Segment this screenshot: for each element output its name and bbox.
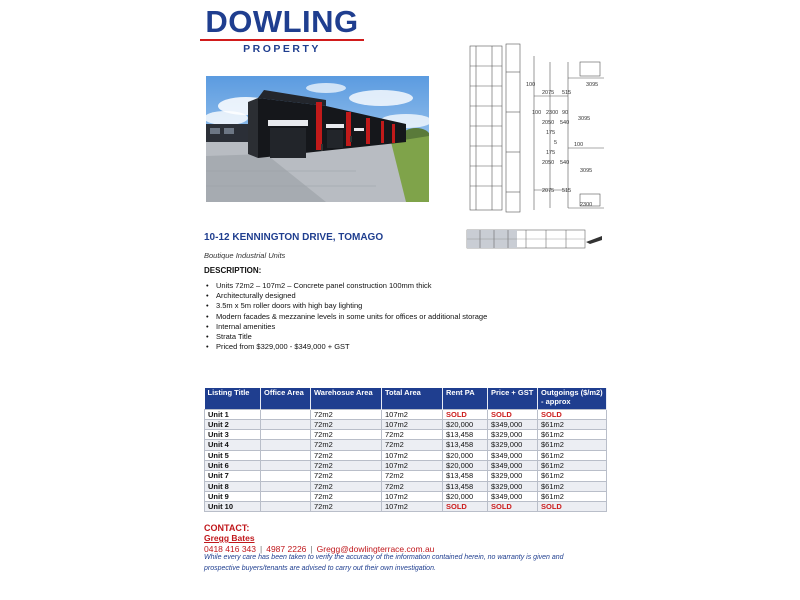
table-cell: $61m2 — [538, 460, 607, 470]
separator: | — [310, 544, 313, 554]
property-subtitle: Boutique Industrial Units — [204, 251, 286, 260]
list-item: • Architecturally designed — [206, 291, 296, 301]
table-row — [205, 419, 607, 429]
plan-label: 2050 — [542, 160, 555, 166]
table-cell: 72m2 — [311, 450, 382, 460]
plan-label: 100 — [574, 142, 584, 148]
list-item: • Priced from $329,000 - $349,000 + GST — [206, 342, 350, 352]
list-item-text: 3.5m x 5m roller doors with high bay lighting — [216, 301, 363, 311]
column-header: Office Area — [261, 388, 311, 409]
table-row — [205, 481, 607, 491]
table-cell: 72m2 — [382, 440, 443, 450]
unit-name-cell: Unit 1 — [205, 409, 261, 419]
unit-name-cell: Unit 6 — [205, 460, 261, 470]
plan-label: 2075 — [542, 90, 555, 96]
contact-phone-office[interactable]: 4987 2226 — [266, 544, 307, 554]
list-item: • Strata Title — [206, 332, 252, 342]
unit-name-cell: Unit 10 — [205, 502, 261, 512]
table-row — [205, 440, 607, 450]
table-cell: $61m2 — [538, 430, 607, 440]
description-heading: DESCRIPTION: — [204, 266, 262, 275]
table-cell: 107m2 — [382, 502, 443, 512]
description-list — [206, 281, 487, 352]
list-item: • Internal amenities — [206, 321, 276, 331]
logo-rule — [200, 39, 364, 41]
plan-label: 3095 — [586, 82, 599, 88]
plan-label: 3095 — [578, 116, 591, 122]
table-cell: 107m2 — [382, 460, 443, 470]
unit-name-cell: Unit 2 — [205, 419, 261, 429]
separator: | — [260, 544, 263, 554]
plan-label: 175 — [546, 150, 556, 156]
list-item-text: Architecturally designed — [216, 291, 296, 301]
table-cell: $349,000 — [488, 419, 538, 429]
list-item-text: Internal amenities — [216, 321, 276, 331]
column-header: Price + GST — [488, 388, 538, 409]
list-item: • Modern facades & mezzanine levels in some units for offices or additional storage — [206, 311, 488, 321]
plan-label: 540 — [560, 160, 570, 166]
table-header-row — [205, 388, 607, 409]
elevation-drawing — [466, 228, 603, 252]
unit-name-cell: Unit 7 — [205, 471, 261, 481]
table-cell — [261, 419, 311, 429]
table-cell: $61m2 — [538, 440, 607, 450]
plan-label: 2300 — [546, 110, 559, 116]
table-cell — [261, 409, 311, 419]
column-header: Listing Title — [205, 388, 261, 409]
table-cell: $20,000 — [443, 419, 488, 429]
table-cell — [261, 502, 311, 512]
table-cell: 72m2 — [311, 481, 382, 491]
list-item-text: Priced from $329,000 - $349,000 + GST — [216, 342, 350, 352]
table-cell: SOLD — [443, 409, 488, 419]
table-cell: $13,458 — [443, 430, 488, 440]
contact-name[interactable]: Gregg Bates — [204, 533, 255, 543]
table-cell: 72m2 — [382, 430, 443, 440]
plan-label: 100 — [526, 82, 536, 88]
table-cell: 107m2 — [382, 450, 443, 460]
table-cell: 107m2 — [382, 419, 443, 429]
unit-name-cell: Unit 8 — [205, 481, 261, 491]
table-cell: $20,000 — [443, 450, 488, 460]
table-cell: 72m2 — [311, 430, 382, 440]
table-cell: $13,458 — [443, 440, 488, 450]
table-cell: $20,000 — [443, 491, 488, 501]
column-header: Rent PA — [443, 388, 488, 409]
table-row — [205, 471, 607, 481]
plan-label: 90 — [562, 110, 569, 116]
table-cell: 72m2 — [382, 481, 443, 491]
list-item-text: Units 72m2 – 107m2 – Concrete panel construction 100mm thick — [216, 281, 432, 290]
plan-label: 540 — [560, 120, 570, 126]
table-row — [205, 502, 607, 512]
list-item-text: Strata Title — [216, 332, 252, 342]
table-cell: 72m2 — [311, 440, 382, 450]
logo-brand: DOWLING — [205, 4, 359, 39]
plan-label: 515 — [562, 90, 572, 96]
table-row — [205, 450, 607, 460]
plan-label: 5 — [554, 140, 558, 146]
plan-label: 515 — [562, 188, 572, 194]
table-cell: $61m2 — [538, 419, 607, 429]
unit-name-cell: Unit 3 — [205, 430, 261, 440]
plan-label: 3095 — [580, 168, 593, 174]
plan-label: 175 — [546, 130, 556, 136]
table-body — [205, 409, 607, 512]
table-cell: 72m2 — [311, 471, 382, 481]
table-row — [205, 409, 607, 419]
plan-label: 2075 — [542, 188, 555, 194]
table-cell: $349,000 — [488, 450, 538, 460]
list-item-text: Modern facades & mezzanine levels in some units for offices or additional storage — [216, 311, 488, 321]
unit-name-cell: Unit 9 — [205, 491, 261, 501]
dowling-logo — [196, 6, 368, 55]
table-cell: 72m2 — [311, 419, 382, 429]
table-cell: $329,000 — [488, 471, 538, 481]
list-item: • Units 72m2 – 107m2 – Concrete panel construction 100mm thick — [206, 281, 432, 290]
table-cell: $329,000 — [488, 440, 538, 450]
table-cell — [261, 471, 311, 481]
unit-name-cell: Unit 4 — [205, 440, 261, 450]
table-cell: $349,000 — [488, 460, 538, 470]
table-cell: SOLD — [488, 502, 538, 512]
table-row — [205, 430, 607, 440]
list-item: • 3.5m x 5m roller doors with high bay lighting — [206, 301, 363, 311]
plan-label: 100 — [532, 110, 542, 116]
plan-label: 2300 — [580, 202, 593, 208]
table-cell: $61m2 — [538, 450, 607, 460]
table-cell: $61m2 — [538, 481, 607, 491]
listing-table — [204, 388, 607, 512]
table-cell: SOLD — [538, 502, 607, 512]
table-cell: $61m2 — [538, 471, 607, 481]
table-cell: SOLD — [488, 409, 538, 419]
table-row — [205, 460, 607, 470]
column-header: Total Area — [382, 388, 443, 409]
table-cell — [261, 481, 311, 491]
table-cell: $61m2 — [538, 491, 607, 501]
column-header: Warehosue Area — [311, 388, 382, 409]
floor-plan-drawing — [462, 42, 610, 214]
disclaimer-text: While every care has been taken to verify the accuracy of the information contained herein, no warranty is given and prospective buyers/tenants are advised to carry out their own investigation. — [204, 554, 564, 572]
contact-phone-mobile[interactable]: 0418 416 343 — [204, 544, 256, 554]
table-cell: 107m2 — [382, 491, 443, 501]
table-cell: 72m2 — [311, 460, 382, 470]
logo-sub: PROPERTY — [243, 43, 321, 55]
contact-email-link[interactable]: Gregg@dowlingterrace.com.au — [316, 544, 435, 554]
plan-label: 2050 — [542, 120, 555, 126]
unit-name-cell: Unit 5 — [205, 450, 261, 460]
table-cell — [261, 440, 311, 450]
table-cell: SOLD — [443, 502, 488, 512]
table-cell: $13,458 — [443, 471, 488, 481]
table-cell: $329,000 — [488, 430, 538, 440]
table-cell: $329,000 — [488, 481, 538, 491]
table-cell — [261, 491, 311, 501]
table-cell — [261, 450, 311, 460]
table-row — [205, 491, 607, 501]
building-render-image — [206, 76, 429, 202]
table-cell — [261, 460, 311, 470]
table-cell: SOLD — [538, 409, 607, 419]
table-cell: 72m2 — [382, 471, 443, 481]
contact-heading: CONTACT: — [204, 523, 250, 533]
table-cell: $20,000 — [443, 460, 488, 470]
table-cell — [261, 430, 311, 440]
table-cell: $13,458 — [443, 481, 488, 491]
table-cell: 107m2 — [382, 409, 443, 419]
table-cell: $349,000 — [488, 491, 538, 501]
table-cell: 72m2 — [311, 502, 382, 512]
property-title: 10-12 KENNINGTON DRIVE, TOMAGO — [204, 232, 384, 243]
table-cell: 72m2 — [311, 491, 382, 501]
table-cell: 72m2 — [311, 409, 382, 419]
column-header: Outgoings ($/m2) - approx — [538, 388, 607, 409]
